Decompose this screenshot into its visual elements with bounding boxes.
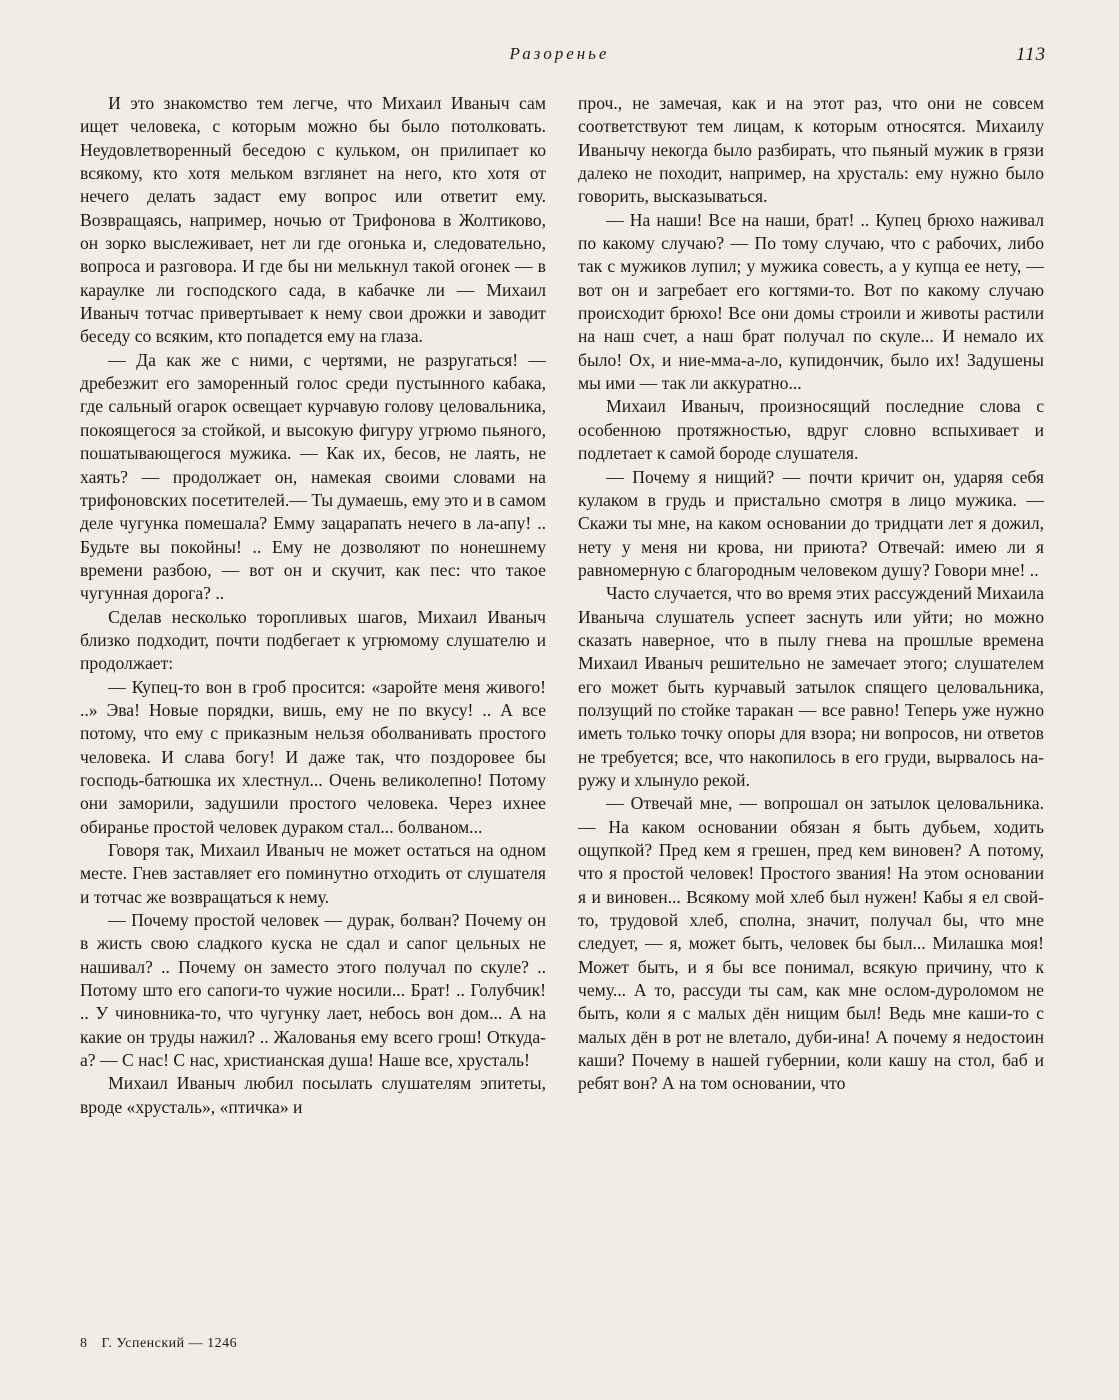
paragraph: — На наши! Все на наши, брат! .. Купец брюхо наживал по какому случаю? — По тому случаю, что с рабочих, либо так с мужиков лупил; у мужика совесть, а у купца ее нету, — вот он и загребает его когтями-то. Вот по какому случаю происходит брюхо! Все они домы строили и животы растили на наш счет, а наш брат получал по скуле... И немало их было! Ох, и ние-мма-а-ло, купидончик, было их! Задушены мы ими — так ли аккуратно...	[578, 209, 1044, 394]
paragraph: — Отвечай мне, — вопрошал он затылок целовальника. — На каком основании обязан я быть дубьем, ходить ощупкой? Пред кем я грешен, пред кем виновен? А потому, что я простой человек! Простого звания! На этом основании я и виновен... Всякому мой хлеб был нужен! Кабы я ел свой-то, трудовой хлеб, сполна, значит, получал бы, что мне следует, — я, может быть, человек бы был... Милашка моя! Может быть, и я бы все понимал, всякую причину, что к чему... А то, рассуди ты сам, как мне ослом-дуроломом не быть, коли я с малых дён нищим был! Ведь мне каши-то с малых дён в рот не влетало, дуби-ина! А почему я недостоин каши? Почему в нашей губернии, коли кашу на стол, баб и ребят вон? А на том основании, что	[578, 793, 1044, 1094]
paragraph: Сделав несколько торопливых шагов, Михаил Иваныч близко подходит, почти подбегает к угрюмому слушателю и продолжает:	[80, 606, 546, 674]
page-number: 113	[1016, 44, 1047, 65]
paragraph: Михаил Иваныч, произносящий последние слова с особенною протяжностью, вдруг словно вспыхивает и подлетает к самой бороде слушателя.	[578, 396, 1044, 464]
paragraph: Говоря так, Михаил Иваныч не может остаться на одном месте. Гнев заставляет его поминутно отходить от слушателя и тотчас же возвращаться к нему.	[80, 840, 546, 907]
imprint-text: Г. Успенский — 1246	[101, 1336, 238, 1351]
paragraph: Часто случается, что во время этих рассуждений Михаила Иваныча слушатель успеет заснуть или уйти; но можно сказать наверное, что в пылу гнева на прошлые времена Михаил Иваныч решительно не замечает этого; слушателем его может быть курчавый затылок спящего целовальника, ползущий по стойке таракан — все равно! Теперь уже нужно иметь только точку опоры для взора; ни вопросов, ни ответов не требуется; все, что накопилось в его груди, вырвалось наружу и хлынуло рекой.	[578, 583, 1044, 790]
paragraph: Михаил Иваныч любил посылать слушателям эпитеты, вроде «хрусталь», «птичка» и	[80, 1073, 546, 1117]
right-column	[578, 92, 1044, 1096]
paragraph: — Купец-то вон в гроб просится: «заройте меня живого! ..» Эва! Новые порядки, вишь, ему не по вкусу! .. А все потому, что ему с приказным нельзя оболванивать простого человека. И слава богу! И даже так, что поздоровее бы господь-батюшка их хлестнул... Очень великолепно! Потому они заморили, задушили простого человека. Через ихнее обиранье простой человек дураком стал... болваном...	[80, 676, 546, 837]
paragraph: — Почему простой человек — дурак, болван? Почему он в жисть свою сладкого куска не сдал и сапог цельных не нашивал? .. Почему он заместо этого получал по скуле? .. Потому што его сапоги-то чужие носили... Брат! .. Голубчик! .. У чиновника-то, что чугунку лает, небось вон дом... А на какие он труды нажил? .. Жалованья ему всего грош! Откуда-а? — С нас! С нас, христианская душа! Наше все, хрусталь!	[80, 910, 546, 1071]
paragraph: — Почему я нищий? — почти кричит он, ударяя себя кулаком в грудь и пристально смотря в лицо мужика. — Скажи ты мне, на каком основании до тридцати лет я дожил, нету у меня ни крова, ни приюта? Отвечай: имею ли я равномерную с благородным человеком душу? Говори мне! ..	[578, 466, 1044, 580]
paragraph: — Да как же с ними, с чертями, не разругаться! — дребезжит его заморенный голос среди пустынного кабака, где сальный огарок освещает курчавую голову целовальника, покоящегося за стойкой, и высокую фигуру угрюмо пьяного, пошатывающегося мужика. — Как их, бесов, не лаять, не хаять? — продолжает он, намекая своими словами на трифоновских посетителей.— Ты думаешь, ему это и в самом деле чугунка помешала? Емму зацарапать нечего в ла-апу! .. Будьте вы покойны! .. Ему не дозволяют по нонешнему времени разбою, — вот он и скучит, как пес: что такое чугунная дорога? ..	[80, 349, 546, 604]
running-title: Разоренье	[509, 44, 610, 63]
left-column	[80, 92, 546, 1119]
paragraph: И это знакомство тем легче, что Михаил Иваныч сам ищет человека, с которым можно бы было потолковать. Неудовлетворенный беседою с кульком, он прилипает ко всякому, кто хотя мельком взглянет на него, кто хотя от нечего делать задаст ему вопрос или ответит ему. Возвращаясь, например, ночью от Трифонова в Жолтиково, он зорко выслеживает, нет ли где огонька и, следовательно, вопроса и разговора. И где бы ни мелькнул такой огонек — в караулке ли господского сада, в кабачке ли — Михаил Иваныч тотчас привертывает к нему свои дрожки и заводит беседу со всяким, кто попадется ему на глаза.	[80, 93, 546, 347]
signature-mark: 8	[80, 1336, 88, 1351]
footer-imprint	[80, 1336, 237, 1352]
paragraph-continuation: проч., не замечая, как и на этот раз, что они не совсем соответствуют тем лицам, к которым относятся. Михаилу Иванычу некогда было разбирать, что пьяный мужик в грязи далеко не походит, например, на хрусталь: ему нужно было говорить, высказываться.	[578, 93, 1044, 207]
